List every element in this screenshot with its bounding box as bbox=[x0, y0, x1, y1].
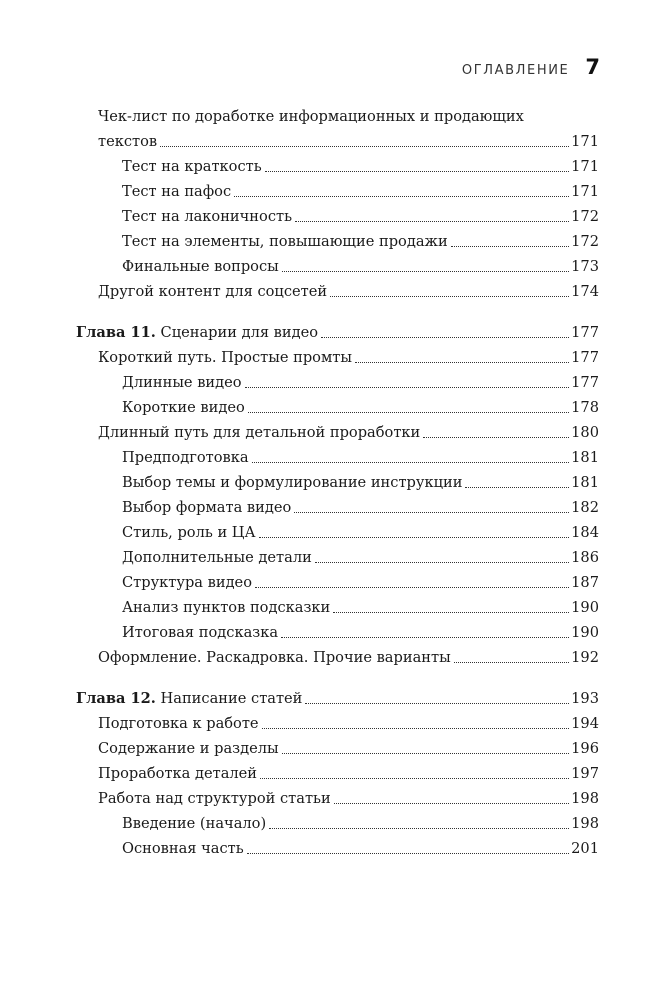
dot-leader bbox=[262, 728, 570, 729]
toc-entry-title-text: Написание статей bbox=[160, 690, 303, 707]
toc-entry-title-text: Сценарии для видео bbox=[160, 324, 319, 341]
toc-entry[interactable] bbox=[76, 761, 599, 786]
dot-leader bbox=[282, 753, 569, 754]
toc-entry-page: 193 bbox=[571, 690, 599, 707]
toc-entry[interactable] bbox=[76, 254, 599, 279]
toc-entry[interactable] bbox=[76, 204, 599, 229]
toc-entry[interactable] bbox=[76, 320, 599, 345]
toc-entry-page: 180 bbox=[571, 424, 599, 441]
toc-entry-title-text: Тест на пафос bbox=[122, 183, 232, 200]
toc-entry-page: 177 bbox=[571, 349, 599, 366]
toc-entry[interactable] bbox=[76, 229, 599, 254]
toc-entry-page: 173 bbox=[571, 258, 599, 275]
toc-entry-last-line bbox=[98, 129, 599, 154]
dot-leader bbox=[355, 362, 569, 363]
toc-entry-title bbox=[122, 179, 231, 204]
toc-entry-page: 196 bbox=[571, 740, 599, 757]
toc-entry-page: 192 bbox=[571, 649, 599, 666]
toc-entry-title bbox=[98, 711, 259, 736]
toc-entry-page: 181 bbox=[571, 474, 599, 491]
toc-entry-title-text: Анализ пунктов подсказки bbox=[122, 599, 331, 616]
toc-entry-page: 198 bbox=[571, 790, 599, 807]
dot-leader bbox=[294, 512, 569, 513]
toc-entry-page: 184 bbox=[571, 524, 599, 541]
dot-leader bbox=[333, 612, 569, 613]
dot-leader bbox=[454, 662, 569, 663]
toc-entry-title bbox=[122, 445, 249, 470]
toc-entry[interactable] bbox=[76, 495, 599, 520]
dot-leader bbox=[281, 637, 569, 638]
toc-entry-title bbox=[122, 620, 278, 645]
toc-entry[interactable] bbox=[76, 104, 599, 154]
dot-leader bbox=[269, 828, 569, 829]
toc-entry-title-text: Подготовка к работе bbox=[98, 715, 259, 732]
toc-entry-title-text: Стиль, роль и ЦА bbox=[122, 524, 256, 541]
toc-entry-title-text: Другой контент для соцсетей bbox=[98, 283, 328, 300]
toc-section bbox=[76, 320, 599, 670]
toc-entry-title-text: Дополнительные детали bbox=[122, 549, 312, 566]
toc-entry[interactable] bbox=[76, 736, 599, 761]
toc-entry-title-text: Тест на лаконичность bbox=[122, 208, 293, 225]
toc-entry-title bbox=[98, 645, 451, 670]
toc-entry-title-text: Длинные видео bbox=[122, 374, 242, 391]
toc-entry[interactable] bbox=[76, 686, 599, 711]
toc-entry-title-text: Предподготовка bbox=[122, 449, 249, 466]
toc-entry-page: 182 bbox=[571, 499, 599, 516]
toc-entry-title bbox=[122, 204, 292, 229]
dot-leader bbox=[252, 462, 570, 463]
toc-entry-title bbox=[98, 129, 157, 154]
dot-leader bbox=[315, 562, 569, 563]
toc-entry-page: 171 bbox=[571, 158, 599, 175]
toc-entry[interactable] bbox=[76, 520, 599, 545]
toc-entry-title-text: Длинный путь для детальной проработки bbox=[98, 424, 421, 441]
dot-leader bbox=[248, 412, 569, 413]
toc-entry-title-text: Тест на элементы, повышающие продажи bbox=[122, 233, 448, 250]
toc-entry-title-text: Выбор темы и формулирование инструкции bbox=[122, 474, 463, 491]
toc-entry-page: 172 bbox=[571, 208, 599, 225]
toc-entry-title-text: Выбор формата видео bbox=[122, 499, 292, 516]
toc-entry-title-text: Оформление. Раскадровка. Прочие варианты bbox=[98, 649, 451, 666]
toc-entry-page: 198 bbox=[571, 815, 599, 832]
toc-entry-title bbox=[122, 154, 262, 179]
toc-entry[interactable] bbox=[76, 470, 599, 495]
toc-entry[interactable] bbox=[76, 645, 599, 670]
toc-entry-page: 201 bbox=[571, 840, 599, 857]
page-number: 7 bbox=[585, 55, 600, 79]
dot-leader bbox=[265, 171, 569, 172]
toc-entry-title bbox=[122, 811, 266, 836]
toc-entry[interactable] bbox=[76, 345, 599, 370]
toc-entry-title bbox=[98, 736, 279, 761]
toc-entry[interactable] bbox=[76, 179, 599, 204]
dot-leader bbox=[245, 387, 570, 388]
running-header bbox=[462, 55, 600, 79]
toc-entry[interactable] bbox=[76, 711, 599, 736]
toc-section bbox=[76, 686, 599, 861]
dot-leader bbox=[234, 196, 569, 197]
toc-entry[interactable] bbox=[76, 570, 599, 595]
toc-entry-title bbox=[122, 254, 279, 279]
dot-leader bbox=[451, 246, 569, 247]
toc-entry-title bbox=[122, 229, 448, 254]
toc-entry[interactable] bbox=[76, 811, 599, 836]
toc-entry[interactable] bbox=[76, 420, 599, 445]
dot-leader bbox=[247, 853, 569, 854]
toc-entry-page: 177 bbox=[571, 324, 599, 341]
toc-entry-title-line1: Чек-лист по доработке информационных и продающих bbox=[98, 108, 524, 125]
toc-entry-title bbox=[122, 470, 462, 495]
toc-entry-page: 186 bbox=[571, 549, 599, 566]
toc-entry[interactable] bbox=[76, 279, 599, 304]
chapter-label: Глава 11. bbox=[76, 324, 156, 341]
toc-entry-title bbox=[98, 420, 420, 445]
toc-entry[interactable] bbox=[76, 836, 599, 861]
dot-leader bbox=[465, 487, 569, 488]
toc-entry[interactable] bbox=[76, 154, 599, 179]
toc-entry-title bbox=[122, 495, 291, 520]
toc-entry-page: 172 bbox=[571, 233, 599, 250]
toc-entry[interactable] bbox=[76, 595, 599, 620]
toc-entry[interactable] bbox=[76, 786, 599, 811]
table-of-contents bbox=[76, 104, 599, 861]
toc-entry-title-text: Содержание и разделы bbox=[98, 740, 279, 757]
toc-entry-title bbox=[122, 570, 252, 595]
toc-entry-page: 171 bbox=[571, 133, 599, 150]
toc-entry-page: 171 bbox=[571, 183, 599, 200]
dot-leader bbox=[255, 587, 569, 588]
toc-entry[interactable] bbox=[76, 445, 599, 470]
toc-entry-title bbox=[98, 761, 257, 786]
toc-entry-title-text: Работа над структурой статьи bbox=[98, 790, 331, 807]
chapter-label: Глава 12. bbox=[76, 690, 156, 707]
toc-entry-title bbox=[76, 686, 302, 711]
toc-entry-page: 190 bbox=[571, 599, 599, 616]
toc-entry-title-text: Итоговая подсказка bbox=[122, 624, 279, 641]
dot-leader bbox=[423, 437, 569, 438]
toc-entry-title bbox=[98, 786, 331, 811]
toc-entry-page: 194 bbox=[571, 715, 599, 732]
dot-leader bbox=[259, 537, 570, 538]
toc-entry-title bbox=[122, 520, 256, 545]
toc-entry-title bbox=[122, 370, 242, 395]
toc-entry-page: 187 bbox=[571, 574, 599, 591]
dot-leader bbox=[330, 296, 569, 297]
dot-leader bbox=[160, 146, 569, 147]
toc-entry-page: 178 bbox=[571, 399, 599, 416]
toc-entry-title-text: Короткие видео bbox=[122, 399, 245, 416]
toc-entry-title bbox=[98, 345, 352, 370]
toc-entry-title-text: текстов bbox=[98, 133, 158, 150]
toc-section bbox=[76, 104, 599, 304]
toc-entry-title-text: Проработка деталей bbox=[98, 765, 258, 782]
toc-entry[interactable] bbox=[76, 545, 599, 570]
toc-entry-title bbox=[122, 545, 312, 570]
toc-entry-title bbox=[122, 836, 244, 861]
dot-leader bbox=[305, 703, 569, 704]
dot-leader bbox=[321, 337, 569, 338]
toc-entry[interactable] bbox=[76, 370, 599, 395]
dot-leader bbox=[282, 271, 569, 272]
toc-entry-page: 197 bbox=[571, 765, 599, 782]
toc-entry-title-text: Короткий путь. Простые промты bbox=[98, 349, 352, 366]
toc-entry-title-text: Основная часть bbox=[122, 840, 244, 857]
toc-entry-title-text: Структура видео bbox=[122, 574, 252, 591]
dot-leader bbox=[295, 221, 569, 222]
toc-entry-title bbox=[98, 279, 327, 304]
toc-entry-title bbox=[122, 595, 330, 620]
toc-entry-title bbox=[122, 395, 245, 420]
toc-entry-page: 190 bbox=[571, 624, 599, 641]
toc-entry-page: 174 bbox=[571, 283, 599, 300]
running-header-title: ОГЛАВЛЕНИЕ bbox=[461, 63, 570, 78]
toc-entry-page: 181 bbox=[571, 449, 599, 466]
toc-entry-title-text: Введение (начало) bbox=[122, 815, 267, 832]
toc-entry[interactable] bbox=[76, 395, 599, 420]
toc-entry[interactable] bbox=[76, 620, 599, 645]
dot-leader bbox=[334, 803, 569, 804]
toc-entry-title-text: Финальные вопросы bbox=[122, 258, 279, 275]
dot-leader bbox=[260, 778, 569, 779]
toc-entry-page: 177 bbox=[571, 374, 599, 391]
toc-entry-title-text: Тест на краткость bbox=[122, 158, 262, 175]
toc-entry-title bbox=[76, 320, 318, 345]
